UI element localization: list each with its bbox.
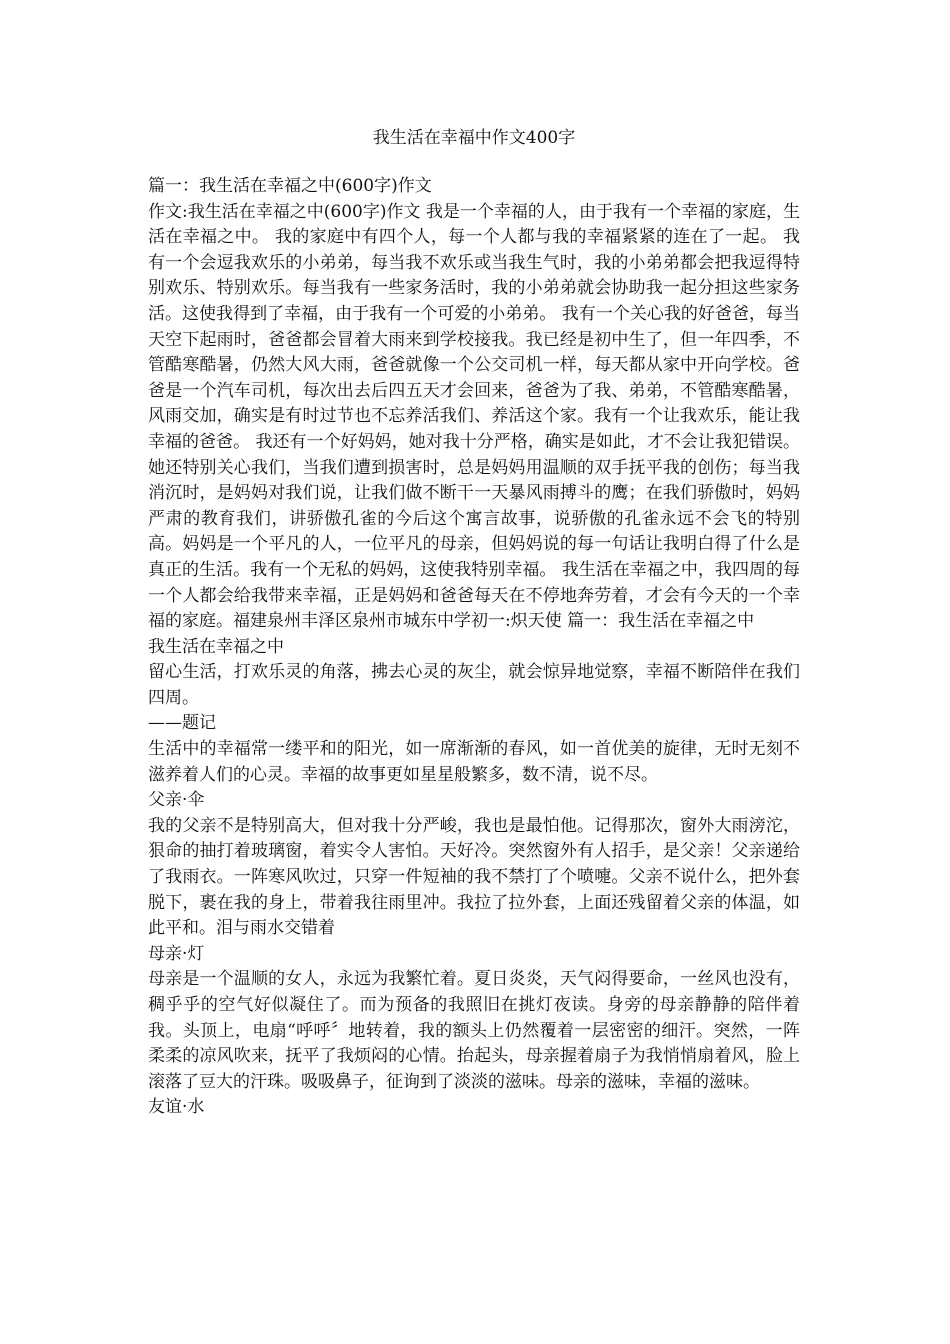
document-body bbox=[148, 174, 800, 1121]
paragraph-mother-story: 母亲是一个温顺的女人，永远为我繁忙着。夏日炎炎，天气闷得要命，一丝风也没有，稠乎乎的空气好似凝住了。而为预备的我照旧在挑灯夜读。身旁的母亲静静的陪伴着我。头顶上，电扇“呼呼〞地转着，我的额头上仍然覆着一层密密的细汗。突然，一阵柔柔的凉风吹来，抚平了我烦闷的心情。抬起头，母亲握着扇子为我悄悄扇着风，脸上滚落了豆大的汗珠。吸吸鼻子，征询到了淡淡的滋味。母亲的滋味，幸福的滋味。 bbox=[148, 969, 800, 1092]
paragraph-epigraph: 留心生活，打欢乐灵的角落，拂去心灵的灰尘，就会惊异地觉察，幸福不断陪伴在我们四周。 bbox=[148, 662, 800, 708]
paragraph-subtitle: 我生活在幸福之中 bbox=[148, 636, 284, 657]
paragraph-section-heading: 篇一：我生活在幸福之中(600字)作文 bbox=[148, 176, 432, 196]
paragraph-heading-friendship: 友谊·水 bbox=[148, 1097, 205, 1118]
paragraph-heading-mother: 母亲·灯 bbox=[148, 943, 205, 964]
paragraph-essay-main: 作文:我生活在幸福之中(600字)作文 我是一个幸福的人，由于我有一个幸福的家庭，生活在幸福之中。 我的家庭中有四个人，每一个人都与我的幸福紧紧的连在了一起。 我有一个会逗我欢乐的小弟弟，每当我不欢乐或当我生气时，我的小弟弟都会把我逗得特别欢乐、特别欢乐。每当我有一些家务活时，我的小弟弟就会协助我一起分担这些家务活。这使我得到了幸福，由于我有一个可爱的小弟弟。 我有一个关心我的好爸爸，每当天空下起雨时，爸爸都会冒着大雨来到学校接我。我已经是初中生了，但一年四季，不管酷寒酷暑，仍然大风大雨，爸爸就像一个公交司机一样，每天都从家中开向学校。爸爸是一个汽车司机，每次出去后四五天才会回来，爸爸为了我、弟弟，不管酷寒酷暑，风雨交加，确实是有时过节也不忘养活我们、养活这个家。我有一个让我欢乐，能让我幸福的爸爸。 我还有一个好妈妈，她对我十分严格，确实是如此，才不会让我犯错误。她还特别关心我们，当我们遭到损害时，总是妈妈用温顺的双手抚平我的创伤；每当我消沉时，是妈妈对我们说，让我们做不断干一天暴风雨搏斗的鹰；在我们骄傲时，妈妈严肃的教育我们，讲骄傲孔雀的今后这个寓言故事，说骄傲的孔雀永远不会飞的特别高。妈妈是一个平凡的人，一位平凡的母亲，但妈妈说的每一句话让我明白得了什么是真正的生活。我有一个无私的妈妈，这使我特别幸福。 我生活在幸福之中，我四周的每一个人都会给我带来幸福，正是妈妈和爸爸每天在不停地奔劳着，才会有今天的一个幸福的家庭。福建泉州丰泽区泉州市城东中学初一:炽天使 篇一：我生活在幸福之中 bbox=[148, 201, 800, 632]
paragraph-epigraph-attribution: ——题记 bbox=[148, 713, 216, 734]
paragraph-intro: 生活中的幸福常一缕平和的阳光，如一席渐渐的春风，如一首优美的旋律，无时无刻不滋养着人们的心灵。幸福的故事更如星星般繁多，数不清，说不尽。 bbox=[148, 739, 800, 785]
paragraph-heading-father: 父亲·伞 bbox=[148, 790, 205, 811]
document-title: 我生活在幸福中作文400字 bbox=[372, 128, 576, 148]
paragraph-father-story: 我的父亲不是特别高大，但对我十分严峻，我也是最怕他。记得那次，窗外大雨滂沱，狠命的抽打着玻璃窗，着实令人害怕。天好冷。突然窗外有人招手，是父亲！父亲递给了我雨衣。一阵寒风吹过，只穿一件短袖的我不禁打了个喷嚏。父亲不说什么，把外套脱下，裹在我的身上，带着我往雨里冲。我拉了拉外套，上面还残留着父亲的体温，如此平和。泪与雨水交错着 bbox=[148, 815, 800, 939]
